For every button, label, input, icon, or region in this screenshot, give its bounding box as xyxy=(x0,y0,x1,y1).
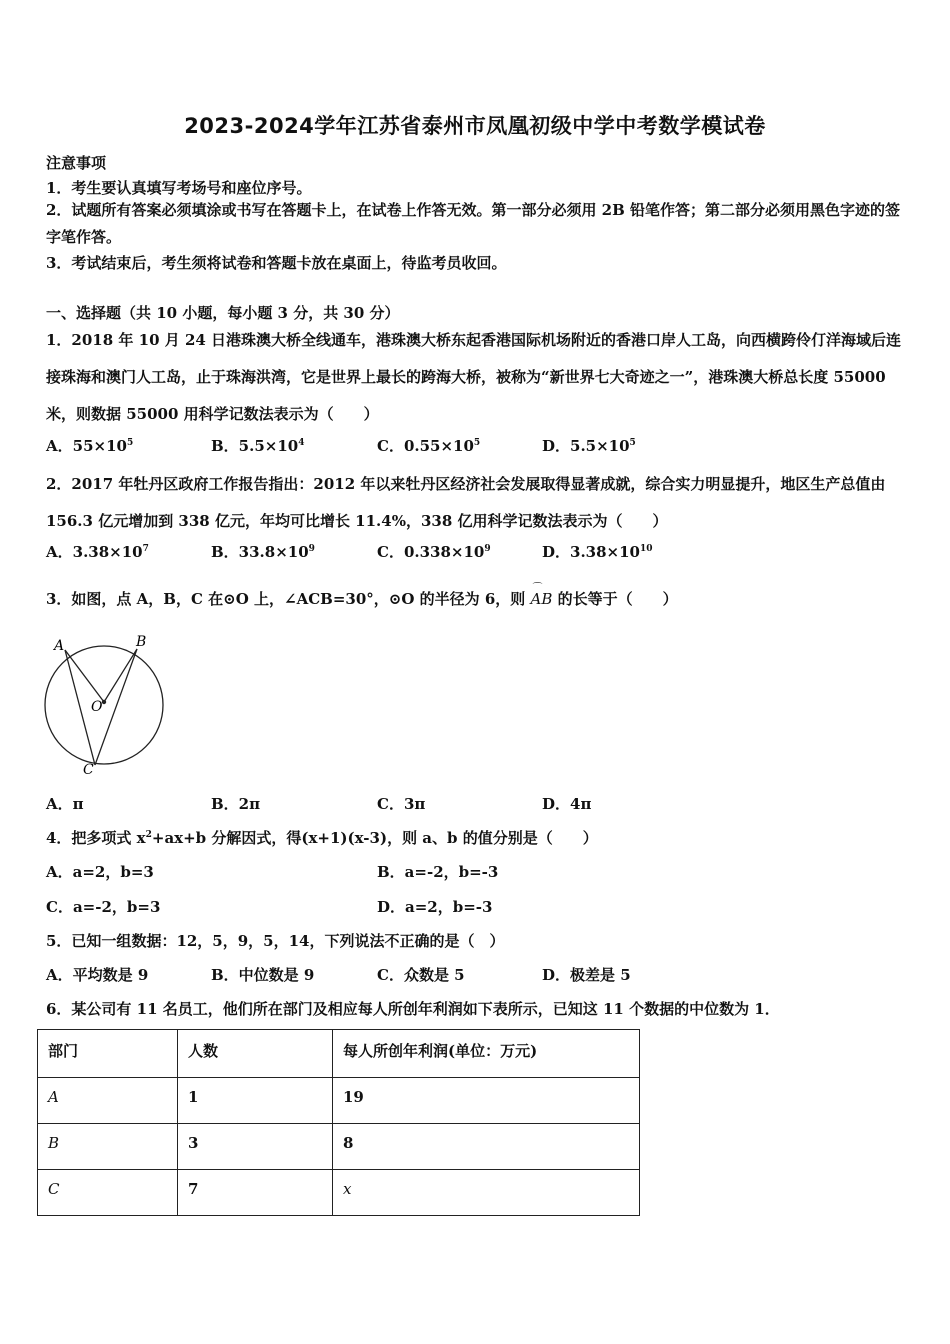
q1-option-c: C．$0.55\times 10^5$ xyxy=(377,437,481,455)
cell-profit: 19 xyxy=(333,1078,640,1124)
segment-ao xyxy=(65,650,104,702)
notice-item-3: 3．考试结束后，考生须将试卷和答题卡放在桌面上，待监考员收回。 xyxy=(46,254,507,272)
q3-option-b: B．2π xyxy=(211,795,261,813)
page-title: 2023-2024学年江苏省泰州市凤凰初级中学中考数学模试卷 xyxy=(184,114,766,138)
q4-option-c: C．a=-2，b=3 xyxy=(46,898,161,916)
cell-profit: x xyxy=(333,1170,640,1216)
circle-figure xyxy=(42,634,172,776)
notice-heading: 注意事项 xyxy=(46,154,107,172)
label-a: A xyxy=(54,638,65,654)
notice-item-1: 1．考生要认真填写考场号和座位序号。 xyxy=(46,179,312,197)
q1-option-b: B．$5.5\times 10^4$ xyxy=(211,437,305,455)
question-5-text: 5．已知一组数据：12，5，9，5，14，下列说法不正确的是（ ） xyxy=(46,932,505,950)
header-profit: 每人所创年利润(单位：万元) xyxy=(333,1030,640,1078)
q4-option-b: B．a=-2，b=-3 xyxy=(377,863,499,881)
q1-option-a: A．$55\times 10^5$ xyxy=(46,437,134,455)
cell-count: 3 xyxy=(178,1124,333,1170)
q4-option-a: A．a=2，b=3 xyxy=(46,863,154,881)
q5-option-c: C．众数是 5 xyxy=(377,966,465,984)
q2-option-a: A．$3.38\times 10^7$ xyxy=(46,543,149,561)
question-1-text: 1．2018 年 10 月 24 日港珠澳大桥全线通车，港珠澳大桥东起香港国际机场附近的香港口岸人工岛，向西横跨伶仃洋海域后连接珠海和澳门人工岛，止于珠海洪湾，它是世界上最长的跨海大桥，被称为“新世界七大奇迹之一”，港珠澳大桥总长度 55000 米，则数据 55000 用科学记数法表示为（ ） xyxy=(46,331,902,423)
table-header-row xyxy=(38,1030,640,1078)
table-row xyxy=(38,1124,640,1170)
cell-count: 7 xyxy=(178,1170,333,1216)
q3-option-a: A．π xyxy=(46,795,84,813)
label-c: C xyxy=(83,762,94,776)
header-department: 部门 xyxy=(38,1030,178,1078)
profit-table xyxy=(37,1029,640,1216)
q1-option-d: D．$5.5\times 10^5$ xyxy=(542,437,636,455)
label-b: B xyxy=(136,634,147,650)
header-count: 人数 xyxy=(178,1030,333,1078)
circle-o xyxy=(45,646,163,764)
q3-option-d: D．4π xyxy=(542,795,592,813)
cell-department: C xyxy=(38,1170,178,1216)
question-2-text: 2．2017 年牡丹区政府工作报告指出：2012 年以来牡丹区经济社会发展取得显著成就，综合实力明显提升，地区生产总值由 156.3 亿元增加到 338 亿元，年均可比增长 11.4%，338 亿用科学记数法表示为（ ） xyxy=(46,475,886,530)
q4-option-d: D．a=2，b=-3 xyxy=(377,898,493,916)
question-4-text: 4．把多项式 $x^2+ax+b$ 分解因式，得(x+1)(x-3)，则 a、b 的值分别是（ ） xyxy=(46,829,598,847)
table-row xyxy=(38,1170,640,1216)
cell-department: A xyxy=(38,1078,178,1124)
q2-option-c: C．$0.338\times 10^9$ xyxy=(377,543,491,561)
q5-option-a: A．平均数是 9 xyxy=(46,966,149,984)
q3-option-c: C．3π xyxy=(377,795,426,813)
q5-option-b: B．中位数是 9 xyxy=(211,966,315,984)
section-heading: 一、选择题（共 10 小题，每小题 3 分，共 30 分） xyxy=(46,304,400,322)
q2-option-b: B．$33.8\times 10^9$ xyxy=(211,543,315,561)
label-o: O xyxy=(91,699,103,715)
notice-item-2: 2．试题所有答案必须填涂或书写在答题卡上，在试卷上作答无效。第一部分必须用 2B 铅笔作答；第二部分必须用黑色字迹的签字笔作答。 xyxy=(46,201,901,246)
cell-department: B xyxy=(38,1124,178,1170)
cell-profit: 8 xyxy=(333,1124,640,1170)
q2-option-d: D．$3.38\times 10^{10}$ xyxy=(542,543,653,561)
question-3-text: 3．如图，点 A，B，C 在⊙O 上，∠ACB=30°，⊙O 的半径为 6，则 ⌒ AB 的长等于（ ） xyxy=(46,588,678,609)
q5-option-d: D．极差是 5 xyxy=(542,966,631,984)
cell-count: 1 xyxy=(178,1078,333,1124)
arc-ab: ⌒ AB xyxy=(531,590,553,608)
question-6-text: 6．某公司有 11 名员工，他们所在部门及相应每人所创年利润如下表所示，已知这 11 个数据的中位数为 1． xyxy=(46,1000,780,1018)
table-row xyxy=(38,1078,640,1124)
